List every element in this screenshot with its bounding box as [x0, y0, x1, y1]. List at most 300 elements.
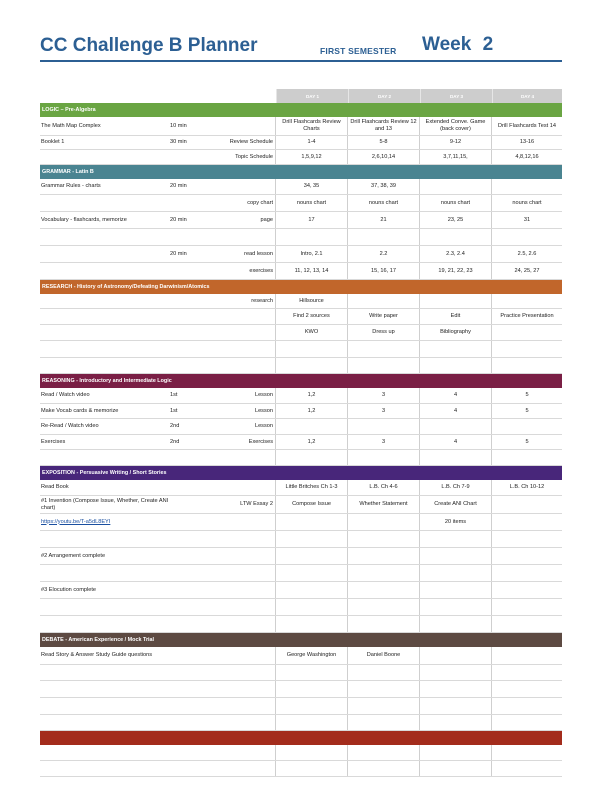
- type-cell: [222, 480, 276, 495]
- day-2-cell: [348, 229, 420, 245]
- day-2-cell: [348, 582, 420, 598]
- task-cell: [40, 341, 170, 357]
- planner-row: [40, 565, 562, 582]
- day-1-cell: Compose Issue: [276, 496, 348, 513]
- planner-row: [40, 647, 562, 665]
- day-2-header: DAY 2: [348, 89, 420, 103]
- day-1-cell: [276, 341, 348, 357]
- duration-cell: [170, 325, 222, 340]
- task-cell: [40, 761, 170, 776]
- duration-cell: [170, 195, 222, 211]
- day-3-header: DAY 3: [420, 89, 492, 103]
- planner-row: [40, 388, 562, 404]
- day-3-cell: 4: [420, 435, 492, 449]
- planner-row: [40, 358, 562, 374]
- day-3-cell: 9-12: [420, 136, 492, 149]
- planner-row: [40, 450, 562, 466]
- day-1-cell: [276, 450, 348, 465]
- type-cell: [222, 229, 276, 245]
- task-cell: [40, 745, 170, 760]
- planner-row: [40, 212, 562, 229]
- day-3-cell: Edit: [420, 309, 492, 324]
- day-1-cell: 1,5,9,12: [276, 150, 348, 164]
- day-4-cell: [492, 358, 562, 373]
- day-2-cell: [348, 358, 420, 373]
- task-cell: [40, 599, 170, 615]
- duration-cell: 20 min: [170, 183, 187, 190]
- type-cell: [222, 761, 276, 776]
- type-cell: [222, 514, 276, 530]
- duration-cell: [170, 745, 222, 760]
- task-cell: [40, 531, 170, 547]
- day-4-cell: [492, 514, 562, 530]
- type-cell: Lesson: [222, 404, 276, 418]
- day-3-cell: nouns chart: [420, 195, 492, 211]
- planner-table: [40, 89, 562, 777]
- planner-row: [40, 531, 562, 548]
- day-1-cell: [276, 531, 348, 547]
- day-1-cell: [276, 514, 348, 530]
- day-1-cell: 11, 12, 13, 14: [276, 263, 348, 279]
- task-cell: [40, 325, 170, 340]
- task-cell: [40, 150, 170, 164]
- day-1-cell: 1,2: [276, 388, 348, 403]
- task-cell: Make Vocab cards & memorize: [41, 407, 119, 414]
- duration-cell: 2nd: [170, 423, 180, 430]
- week-label: Week 2: [422, 34, 494, 55]
- duration-cell: [170, 229, 222, 245]
- day-3-cell: 23, 25: [420, 212, 492, 228]
- day-1-cell: Hillsource: [276, 294, 348, 308]
- day-2-cell: 3: [348, 404, 420, 418]
- day-3-cell: [420, 548, 492, 564]
- planner-row: [40, 548, 562, 565]
- duration-cell: 20 min: [170, 250, 187, 257]
- task-cell: [40, 358, 170, 373]
- day-4-cell: [492, 419, 562, 434]
- day-1-cell: Drill Flashcards Review Charts: [276, 117, 348, 135]
- section-grammar-header: GRAMMAR - Latin B: [40, 165, 562, 179]
- day-4-cell: 31: [523, 216, 531, 223]
- type-cell: [222, 582, 276, 598]
- type-cell: [222, 715, 276, 730]
- type-cell: [222, 745, 276, 760]
- day-4-cell: [492, 665, 562, 680]
- task-cell: [40, 514, 170, 530]
- type-cell: [222, 647, 276, 664]
- day-4-cell: [492, 325, 562, 340]
- planner-row: [40, 582, 562, 599]
- planner-row: [40, 419, 562, 435]
- day-3-cell: 4: [420, 404, 492, 418]
- day-3-cell: 2.3, 2.4: [420, 246, 492, 262]
- task-cell: Read Book: [41, 484, 69, 491]
- day-3-cell: [420, 294, 492, 308]
- day-3-cell: [420, 715, 492, 730]
- planner-row: [40, 229, 562, 246]
- day-2-cell: Drill Flashcards Review 12 and 13: [348, 117, 420, 135]
- day-2-cell: [348, 548, 420, 564]
- duration-cell: 20 min: [170, 216, 187, 223]
- task-cell: [40, 450, 170, 465]
- day-3-cell: [420, 616, 492, 632]
- day-4-cell: 24, 25, 27: [514, 267, 540, 274]
- task-cell: #1 Invention (Compose Issue, Whether, Create ANI chart): [41, 497, 169, 511]
- task-cell: [40, 616, 170, 632]
- day-4-cell: 5: [525, 407, 529, 414]
- day-4-cell: [492, 647, 562, 664]
- day-2-cell: L.B. Ch 4-6: [348, 480, 420, 495]
- day-2-cell: [348, 419, 420, 434]
- day-1-cell: [276, 616, 348, 632]
- planner-row: [40, 117, 562, 136]
- day-1-cell: 1-4: [276, 136, 348, 149]
- day-4-cell: [492, 761, 562, 776]
- planner-row: [40, 309, 562, 325]
- day-2-cell: Daniel Boone: [348, 647, 420, 664]
- day-2-cell: [348, 681, 420, 697]
- section-research-header: RESEARCH - History of Astronomy/Defeating Darwinism/Atomics: [40, 280, 562, 294]
- day-4-cell: [492, 548, 562, 564]
- day-4-cell: [492, 616, 562, 632]
- day-3-cell: [420, 761, 492, 776]
- duration-cell: [170, 715, 222, 730]
- day-3-cell: [420, 698, 492, 714]
- day-1-cell: KWO: [276, 325, 348, 340]
- duration-cell: [170, 294, 222, 308]
- day-4-cell: 5: [525, 438, 529, 445]
- task-cell: The Math Map Complex: [41, 122, 101, 129]
- task-cell: [40, 263, 170, 279]
- duration-cell: [170, 599, 222, 615]
- duration-cell: [170, 616, 222, 632]
- day-2-cell: [348, 616, 420, 632]
- day-1-cell: [276, 698, 348, 714]
- task-cell: #2 Arrangement complete: [41, 552, 106, 559]
- day-4-cell: [492, 745, 562, 760]
- day-2-cell: 5-8: [348, 136, 420, 149]
- day-1-cell: 1,2: [276, 435, 348, 449]
- planner-row: [40, 761, 562, 777]
- type-cell: LTW Essay 2: [222, 496, 276, 513]
- semester-label: FIRST SEMESTER: [320, 46, 397, 56]
- type-cell: [222, 565, 276, 581]
- day-4-cell: Drill Flashcards Test 14: [497, 122, 557, 129]
- task-cell: [40, 698, 170, 714]
- day-1-cell: [276, 229, 348, 245]
- planner-row: [40, 150, 562, 165]
- section-logic-header: LOGIC – Pre-Algebra: [40, 103, 562, 117]
- planner-row: [40, 263, 562, 280]
- day-4-cell: nouns chart: [512, 199, 542, 206]
- day-1-cell: [276, 681, 348, 697]
- planner-row: [40, 435, 562, 450]
- day-1-cell: [276, 419, 348, 434]
- day-3-cell: [420, 681, 492, 697]
- day-4-cell: [492, 179, 562, 194]
- duration-cell: [170, 358, 222, 373]
- planner-row: [40, 404, 562, 419]
- planner-row: [40, 246, 562, 263]
- type-cell: [222, 309, 276, 324]
- type-cell: [222, 341, 276, 357]
- planner-row: [40, 715, 562, 731]
- day-header-spacer: [40, 89, 276, 103]
- duration-cell: [170, 309, 222, 324]
- task-cell: Grammar Rules - charts: [41, 183, 101, 190]
- type-cell: [222, 665, 276, 680]
- day-1-cell: nouns chart: [276, 195, 348, 211]
- task-cell: Booklet 1: [41, 139, 65, 146]
- day-2-cell: 37, 38, 39: [348, 179, 420, 194]
- day-1-cell: 1,2: [276, 404, 348, 418]
- type-cell: page: [222, 212, 276, 228]
- day-2-cell: [348, 565, 420, 581]
- duration-cell: [170, 496, 222, 513]
- day-2-cell: nouns chart: [348, 195, 420, 211]
- duration-cell: [170, 263, 222, 279]
- day-2-cell: [348, 698, 420, 714]
- day-1-cell: 34, 35: [276, 179, 348, 194]
- day-4-cell: [492, 698, 562, 714]
- day-1-cell: Find 2 sources: [276, 309, 348, 324]
- day-3-cell: [420, 565, 492, 581]
- duration-cell: [170, 531, 222, 547]
- type-cell: Exercises: [222, 435, 276, 449]
- duration-cell: [170, 761, 222, 776]
- type-cell: [222, 117, 276, 135]
- planner-row: [40, 665, 562, 681]
- day-1-cell: [276, 745, 348, 760]
- day-2-cell: [348, 745, 420, 760]
- type-cell: [222, 531, 276, 547]
- day-4-cell: Practice Presentation: [500, 313, 554, 320]
- day-header-bar: [40, 89, 562, 103]
- task-cell: [40, 195, 170, 211]
- type-cell: read lesson: [222, 246, 276, 262]
- day-2-cell: 2.2: [348, 246, 420, 262]
- task-cell: Vocabulary - flashcards, memorize: [41, 216, 127, 223]
- day-2-cell: [348, 761, 420, 776]
- type-cell: [222, 698, 276, 714]
- type-cell: [222, 450, 276, 465]
- type-cell: research: [222, 294, 276, 308]
- day-1-cell: [276, 665, 348, 680]
- section-footer-header: [40, 731, 562, 745]
- day-1-cell: Intro, 2.1: [276, 246, 348, 262]
- page-title: CC Challenge B Planner: [40, 35, 258, 56]
- planner-row: [40, 195, 562, 212]
- duration-cell: 10 min: [170, 122, 187, 129]
- day-4-cell: [492, 341, 562, 357]
- day-3-cell: [420, 341, 492, 357]
- planner-row: [40, 496, 562, 514]
- planner-row: [40, 616, 562, 633]
- duration-cell: [170, 341, 222, 357]
- type-cell: [222, 358, 276, 373]
- day-3-cell: [420, 229, 492, 245]
- type-cell: Review Schedule: [222, 136, 276, 149]
- duration-cell: [170, 582, 222, 598]
- day-3-cell: Bibliography: [420, 325, 492, 340]
- day-1-cell: 17: [276, 212, 348, 228]
- task-cell: [40, 681, 170, 697]
- duration-cell: [170, 681, 222, 697]
- task-cell: Read / Watch video: [41, 392, 90, 399]
- task-cell: [40, 715, 170, 730]
- day-2-cell: 15, 16, 17: [348, 263, 420, 279]
- task-cell: [40, 229, 170, 245]
- day-3-cell: [420, 450, 492, 465]
- duration-cell: 30 min: [170, 139, 187, 146]
- day-4-cell: 2.5, 2.6: [517, 250, 537, 257]
- duration-cell: 1st: [170, 392, 178, 399]
- type-cell: [222, 325, 276, 340]
- planner-row: [40, 514, 562, 531]
- type-cell: [222, 616, 276, 632]
- day-2-cell: Write paper: [348, 309, 420, 324]
- day-2-cell: [348, 514, 420, 530]
- day-4-cell: [492, 582, 562, 598]
- day-1-cell: George Washington: [276, 647, 348, 664]
- day-2-cell: [348, 450, 420, 465]
- day-3-cell: [420, 582, 492, 598]
- day-1-header: DAY 1: [276, 89, 348, 103]
- task-cell: Re-Read / Watch video: [41, 423, 99, 430]
- day-3-cell: [420, 665, 492, 680]
- day-2-cell: 21: [348, 212, 420, 228]
- planner-row: [40, 179, 562, 195]
- day-4-cell: L.B. Ch 10-12: [509, 484, 545, 491]
- planner-row: [40, 136, 562, 150]
- day-3-cell: 19, 21, 22, 23: [420, 263, 492, 279]
- planner-header: [40, 34, 562, 60]
- task-cell: #3 Elocution complete: [41, 586, 97, 593]
- day-1-cell: [276, 358, 348, 373]
- day-3-cell: [420, 419, 492, 434]
- duration-cell: 1st: [170, 407, 178, 414]
- day-4-header: DAY 4: [492, 89, 562, 103]
- day-4-cell: [492, 715, 562, 730]
- day-3-cell: Create ANI Chart: [420, 496, 492, 513]
- day-1-cell: [276, 582, 348, 598]
- day-3-cell: 3,7,11,15,: [420, 150, 492, 164]
- section-exposition-header: EXPOSITION - Persuasive Writing / Short Stories: [40, 466, 562, 480]
- type-cell: [222, 548, 276, 564]
- day-3-cell: 20 items: [420, 514, 492, 530]
- day-3-cell: L.B. Ch 7-9: [420, 480, 492, 495]
- day-2-cell: 3: [348, 435, 420, 449]
- day-2-cell: [348, 665, 420, 680]
- task-cell: [40, 309, 170, 324]
- type-cell: copy chart: [222, 195, 276, 211]
- type-cell: [222, 179, 276, 194]
- video-link[interactable]: https://youtu.be/T-a5dL8EYI: [41, 518, 111, 525]
- day-4-cell: [492, 599, 562, 615]
- day-3-cell: [420, 358, 492, 373]
- task-cell: Exercises: [41, 438, 66, 445]
- duration-cell: [170, 565, 222, 581]
- day-4-cell: 5: [525, 392, 529, 399]
- day-3-cell: [420, 531, 492, 547]
- duration-cell: [170, 665, 222, 680]
- task-cell: [40, 565, 170, 581]
- day-3-cell: 4: [420, 388, 492, 403]
- duration-cell: [170, 548, 222, 564]
- day-1-cell: [276, 761, 348, 776]
- task-cell: [40, 665, 170, 680]
- type-cell: [222, 599, 276, 615]
- planner-row: [40, 698, 562, 715]
- day-4-cell: [492, 565, 562, 581]
- day-3-cell: [420, 599, 492, 615]
- day-3-cell: [420, 179, 492, 194]
- day-4-cell: [492, 681, 562, 697]
- duration-cell: [170, 480, 222, 495]
- section-debate-header: DEBATE - American Experience / Mock Trial: [40, 633, 562, 647]
- planner-row: [40, 341, 562, 358]
- task-cell: Read Story & Answer Study Guide questions: [41, 652, 153, 659]
- planner-row: [40, 325, 562, 341]
- day-4-cell: [492, 450, 562, 465]
- day-2-cell: 3: [348, 388, 420, 403]
- day-2-cell: Dress up: [348, 325, 420, 340]
- day-2-cell: Whether Statement: [348, 496, 420, 513]
- day-2-cell: [348, 294, 420, 308]
- task-cell: [40, 294, 170, 308]
- duration-cell: [170, 450, 222, 465]
- day-4-cell: [492, 496, 562, 513]
- day-2-cell: [348, 715, 420, 730]
- day-3-cell: [420, 647, 492, 664]
- day-3-cell: [420, 745, 492, 760]
- task-cell: [40, 246, 170, 262]
- section-reasoning-header: REASONING - Introductory and Intermediate Logic: [40, 374, 562, 388]
- day-3-cell: Extended Conve. Game (back cover): [420, 117, 492, 135]
- duration-cell: 2nd: [170, 438, 180, 445]
- planner-row: [40, 745, 562, 761]
- planner-row: [40, 599, 562, 616]
- duration-cell: [170, 698, 222, 714]
- day-4-cell: 13-16: [519, 139, 535, 146]
- day-2-cell: [348, 531, 420, 547]
- day-4-cell: 4,8,12,16: [515, 153, 539, 160]
- planner-row: [40, 480, 562, 496]
- day-4-cell: [492, 531, 562, 547]
- day-4-cell: [492, 229, 562, 245]
- day-1-cell: [276, 599, 348, 615]
- day-1-cell: Little Britches Ch 1-3: [276, 480, 348, 495]
- duration-cell: [170, 150, 222, 164]
- day-2-cell: [348, 599, 420, 615]
- type-cell: Topic Schedule: [222, 150, 276, 164]
- planner-row: [40, 681, 562, 698]
- header-divider: [40, 60, 562, 62]
- type-cell: Lesson: [222, 419, 276, 434]
- day-1-cell: [276, 565, 348, 581]
- day-2-cell: 2,6,10,14: [348, 150, 420, 164]
- planner-row: [40, 294, 562, 309]
- day-1-cell: [276, 548, 348, 564]
- type-cell: [222, 681, 276, 697]
- duration-cell: [170, 514, 222, 530]
- duration-cell: [170, 647, 222, 664]
- day-2-cell: [348, 341, 420, 357]
- type-cell: Lesson: [222, 388, 276, 403]
- day-1-cell: [276, 715, 348, 730]
- day-4-cell: [492, 294, 562, 308]
- type-cell: exercises: [222, 263, 276, 279]
